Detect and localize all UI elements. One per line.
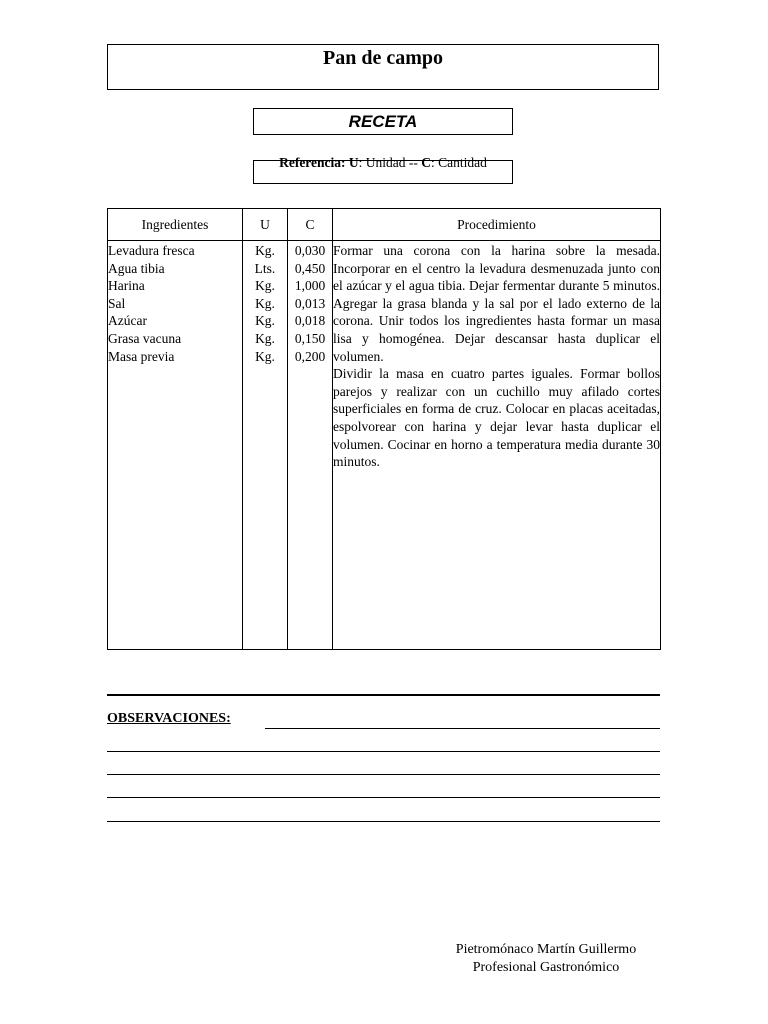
quantities-column bbox=[288, 241, 333, 650]
unit-item: Kg. bbox=[255, 330, 275, 346]
unit-item: Kg. bbox=[255, 348, 275, 364]
unit-item: Kg. bbox=[255, 295, 275, 311]
reference-box bbox=[253, 155, 513, 184]
reference-line bbox=[254, 155, 512, 171]
ingredient-item: Harina bbox=[108, 278, 145, 294]
ingredient-item: Agua tibia bbox=[108, 260, 165, 276]
unit-item: Lts. bbox=[254, 260, 276, 276]
procedure-paragraph: Dividir la masa en cuatro partes iguales. Formar bollos parejos y realizar con un cuchillo muy afilado cortes superficiales en forma de cruz. Colocar en placas aceitadas, espolvorear con harina y dejar levar hasta duplicar el volumen. Cocinar en horno a temperatura media durante 30 minutos. bbox=[333, 366, 660, 470]
observation-line bbox=[107, 774, 660, 775]
unit-item: Kg. bbox=[255, 278, 275, 294]
observation-line bbox=[107, 751, 660, 752]
procedure-paragraph: Formar una corona con la harina sobre la mesada. Incorporar en el centro la levadura desmenuzada junto con el azúcar y el agua tibia. Dejar fermentar durante 5 minutos. Agregar la grasa blanda y la sal por el lado externo de la corona. Unir todos los ingredientes hasta formar un masa lisa y homogénea. Dejar descansar hasta duplicar el volumen. bbox=[333, 243, 660, 364]
observation-line bbox=[107, 821, 660, 822]
ingredient-item: Levadura fresca bbox=[108, 243, 195, 258]
observation-line bbox=[107, 797, 660, 798]
unit-item: Kg. bbox=[255, 243, 275, 258]
quantity-item: 0,450 bbox=[294, 260, 326, 276]
reference-c-key: C bbox=[421, 155, 432, 170]
table-body-row bbox=[108, 241, 661, 650]
ingredients-column bbox=[108, 241, 243, 650]
header-ingredientes: Ingredientes bbox=[108, 209, 243, 241]
observation-line bbox=[265, 728, 660, 729]
quantity-item: 0,013 bbox=[294, 295, 326, 311]
observations-divider bbox=[107, 694, 660, 696]
ingredient-item: Masa previa bbox=[108, 348, 175, 364]
quantity-item: 0,018 bbox=[294, 313, 326, 329]
header-quantity: C bbox=[288, 209, 333, 241]
quantity-item: 0,200 bbox=[294, 348, 326, 364]
ingredient-item: Grasa vacuna bbox=[108, 330, 182, 346]
quantity-item: 0,150 bbox=[294, 330, 326, 346]
reference-u-text: : Unidad -- bbox=[358, 155, 422, 170]
signature-title: Profesional Gastronómico bbox=[472, 960, 620, 975]
ingredient-item: Azúcar bbox=[108, 313, 147, 329]
receta-label: RECETA bbox=[348, 112, 418, 131]
quantity-item: 1,000 bbox=[294, 278, 326, 294]
recipe-table bbox=[107, 208, 661, 650]
unit-item: Kg. bbox=[255, 313, 275, 329]
receta-box bbox=[253, 108, 513, 135]
title-box bbox=[107, 44, 659, 90]
reference-prefix: Referencia: bbox=[279, 155, 346, 170]
table-header-row bbox=[108, 209, 661, 241]
quantity-item: 0,030 bbox=[294, 243, 326, 258]
header-unit: U bbox=[243, 209, 288, 241]
signature-name: Pietromónaco Martín Guillermo bbox=[455, 942, 637, 957]
ingredient-item: Sal bbox=[108, 295, 126, 311]
reference-c-text: : Cantidad bbox=[431, 155, 487, 170]
reference-u-key: U bbox=[348, 155, 359, 170]
page-title: Pan de campo bbox=[323, 47, 443, 69]
procedure-column bbox=[333, 241, 661, 650]
units-column bbox=[243, 241, 288, 650]
header-procedimiento: Procedimiento bbox=[333, 209, 661, 241]
observations-label: OBSERVACIONES: bbox=[107, 711, 231, 726]
